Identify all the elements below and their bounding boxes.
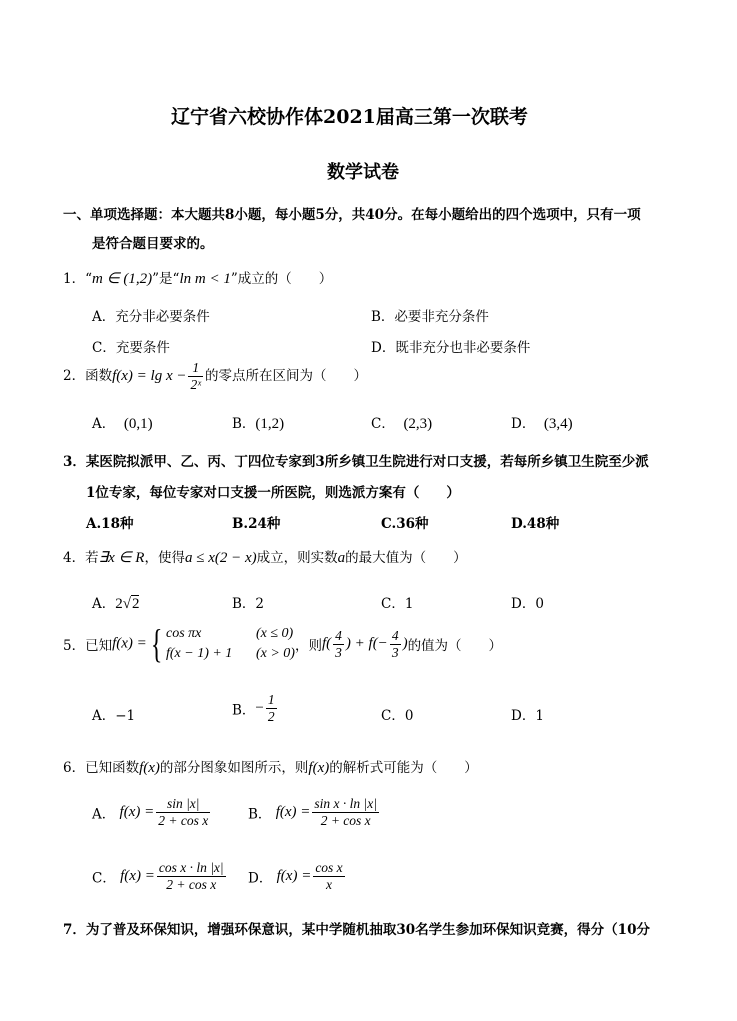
fraction: $\frac{\sin |x|}{\text{2 + cos x}}$ xyxy=(158,796,209,828)
question-2: 2．函数f(x) = lg x − $\frac{1}{\text{2ˣ}}$ 的零点所在区间为（ ） xyxy=(63,360,368,392)
q5-option-d: D．1 xyxy=(511,708,544,724)
question-3-line1: 3．某医院拟派甲、乙、丙、丁四位专家到3所乡镇卫生院进行对口支援，若每所乡镇卫生院至少派 xyxy=(63,454,649,470)
fraction: $\frac{4}{3}$ xyxy=(391,627,399,660)
question-4: 4．若∃x ∈ R，使得a ≤ x(2 − x)成立，则实数a的最大值为（ ） xyxy=(63,550,467,566)
exam-subtitle: 数学试卷 xyxy=(327,162,399,183)
fraction: $\frac{\text{cos x · ln |x|}}{\text{2 + cos x}}$ xyxy=(158,860,224,892)
q2-option-c: C． (2,3) xyxy=(371,416,433,432)
q3-option-d: D.48种 xyxy=(511,516,560,532)
q6-option-a: A． f(x) = $\frac{\sin |x|}{\text{2 + cos x}}$ xyxy=(92,796,209,828)
q3-option-a: A.18种 xyxy=(86,516,134,532)
question-7-line1: 7．为了普及环保知识，增强环保意识，某中学随机抽取30名学生参加环保知识竞赛，得分（10分 xyxy=(63,922,650,938)
question-6: 6．已知函数f(x)的部分图象如图所示，则f(x)的解析式可能为（ ） xyxy=(63,760,478,776)
q5-option-a: A．−1 xyxy=(92,708,136,724)
q2-option-d: D． (3,4) xyxy=(511,416,573,432)
q3-option-b: B.24种 xyxy=(232,516,281,532)
q3-option-c: C.36种 xyxy=(381,516,429,532)
section-instructions-line1: 一、单项选择题：本大题共8小题，每小题5分，共40分。在每小题给出的四个选项中，只有一项 xyxy=(63,207,641,223)
q4-option-c: C．1 xyxy=(381,596,414,612)
q6-option-d: D． f(x) = $\frac{\text{cos x}}{x}$ xyxy=(248,860,343,892)
piecewise-brace: { xyxy=(150,621,163,666)
q4-option-b: B．2 xyxy=(232,596,265,612)
question-5: 5．已知f(x) ={ cos πx (x ≤ 0) f(x − 1) + 1 (x > 0)，则f( $\frac{4}{3}$ ) + f(− $\frac{4}{3}$ )的值为（ ） xyxy=(63,621,503,666)
q1-option-a: A．充分非必要条件 xyxy=(92,309,210,325)
section-instructions-line2: 是符合题目要求的。 xyxy=(92,236,214,252)
fraction: $\frac{\text{sin x · ln |x|}}{\text{2 + cos x}}$ xyxy=(314,796,377,828)
q2-option-b: B．(1,2) xyxy=(232,416,285,432)
fraction: $\frac{\text{cos x}}{x}$ xyxy=(315,860,343,892)
question-number: 1． xyxy=(63,271,86,287)
q1-option-b: B．必要非充分条件 xyxy=(371,309,489,325)
question-3-line2: 1位专家，每位专家对口支援一所医院，则选派方案有（ ） xyxy=(86,485,460,501)
q5-option-b: B．− $\frac{1}{2}$ xyxy=(232,692,275,724)
q1-option-c: C．充要条件 xyxy=(92,340,170,356)
fraction: $\frac{1}{\text{2ˣ}}$ xyxy=(190,360,202,392)
q6-option-c: C． f(x) = $\frac{\text{cos x · ln |x|}}{\text{2 + cos x}}$ xyxy=(92,860,224,892)
fraction: $\frac{4}{3}$ xyxy=(335,627,342,660)
question-1: 1．“m ∈ (1,2)”是“ln m < 1”成立的（ ） xyxy=(63,271,333,287)
q4-option-d: D．0 xyxy=(511,596,544,612)
exam-title: 辽宁省六校协作体2021届高三第一次联考 xyxy=(171,106,528,128)
q1-option-d: D．既非充分也非必要条件 xyxy=(371,340,531,356)
q4-option-a: A．2√2 xyxy=(92,596,140,612)
piecewise-cases: cos πx (x ≤ 0) f(x − 1) + 1 (x > 0) xyxy=(165,626,295,661)
q6-option-b: B． f(x) = $\frac{\text{sin x · ln |x|}}{\text{2 + cos x}}$ xyxy=(248,796,377,828)
q2-option-a: A． (0,1) xyxy=(92,416,153,432)
q5-option-c: C．0 xyxy=(381,708,414,724)
fraction: $\frac{1}{2}$ xyxy=(267,692,275,724)
